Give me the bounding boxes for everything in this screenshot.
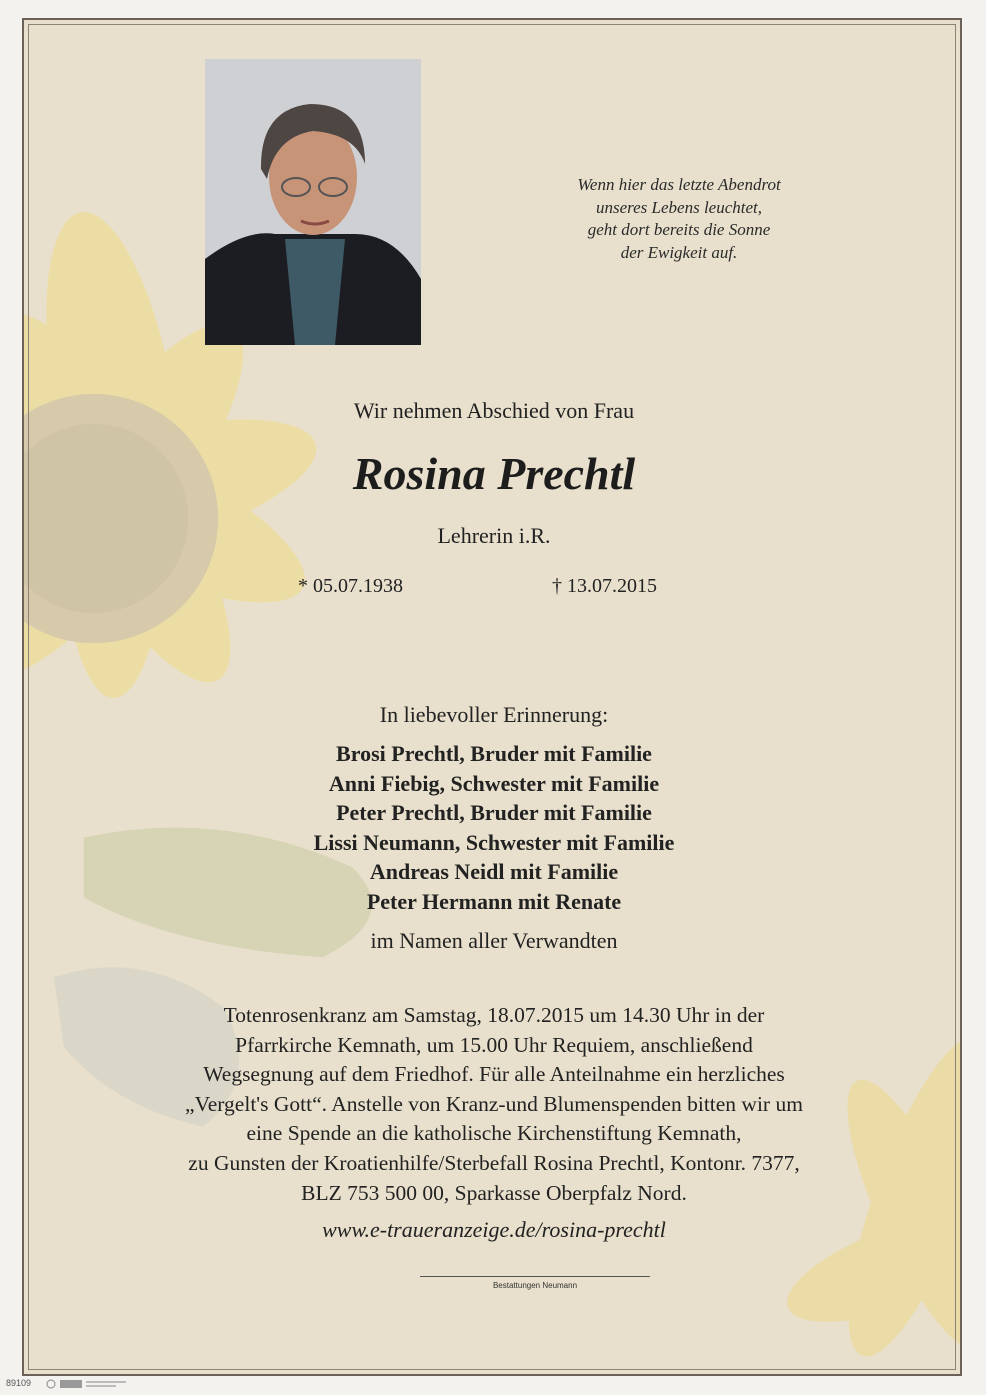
portrait-photo — [205, 59, 421, 345]
printer-logo-icon — [46, 1378, 136, 1392]
poem — [524, 174, 834, 264]
remembrance-heading: In liebevoller Erinnerung: — [379, 702, 609, 727]
poem-line: der Ewigkeit auf. — [620, 242, 738, 262]
mourner: Peter Prechtl, Bruder mit Familie — [336, 800, 652, 826]
mourner: Andreas Neidl mit Familie — [369, 859, 619, 885]
mourner: Anni Fiebig, Schwester mit Familie — [328, 770, 660, 796]
mourner: Brosi Prechtl, Bruder mit Familie — [336, 741, 652, 766]
farewell-intro: Wir nehmen Abschied von Frau — [353, 398, 635, 423]
signature-line — [420, 1276, 650, 1277]
deceased-name: Rosina Prechtl — [352, 448, 636, 499]
service-notice — [64, 1001, 924, 1208]
notice-line: Totenrosenkranz am Samstag, 18.07.2015 um 14.30 Uhr in der — [223, 1003, 765, 1027]
poem-line: unseres Lebens leuchtet, — [595, 197, 763, 217]
occupation: Lehrerin i.R. — [437, 523, 551, 548]
notice-line: zu Gunsten der Kroatienhilfe/Sterbefall Rosina Prechtl, Kontonr. 7377, — [188, 1150, 800, 1175]
death-date: † 13.07.2015 — [552, 575, 657, 597]
notice-line: „Vergelt's Gott“. Anstelle von Kranz-und Blumenspenden bitten wir um — [185, 1091, 803, 1116]
notice-line: Pfarrkirche Kemnath, um 15.00 Uhr Requiem, anschließend — [235, 1032, 753, 1057]
obituary-card — [22, 18, 962, 1376]
notice-line: Wegsegnung auf dem Friedhof. Für alle Anteilnahme ein herzliches — [203, 1062, 785, 1087]
relatives-note: im Namen aller Verwandten — [370, 928, 618, 953]
birth-date: * 05.07.1938 — [298, 575, 403, 597]
mourners-list — [24, 739, 964, 917]
mourner: Peter Hermann mit Renate — [366, 888, 622, 914]
poem-line: Wenn hier das letzte Abendrot — [577, 175, 781, 194]
print-code: 89109 — [6, 1378, 32, 1388]
notice-line: BLZ 753 500 00, Sparkasse Oberpfalz Nord. — [301, 1180, 687, 1205]
mourner: Lissi Neumann, Schwester mit Familie — [313, 829, 675, 855]
website-link[interactable]: www.e-traueranzeige.de/rosina-prechtl — [322, 1217, 666, 1242]
poem-line: geht dort bereits die Sonne — [587, 220, 771, 239]
printer-logo-mark — [46, 1378, 136, 1390]
portrait-illustration — [205, 59, 421, 345]
notice-line: eine Spende an die katholische Kirchenstiftung Kemnath, — [246, 1121, 742, 1146]
funeral-home-signature: Bestattungen Neumann — [492, 1281, 578, 1290]
